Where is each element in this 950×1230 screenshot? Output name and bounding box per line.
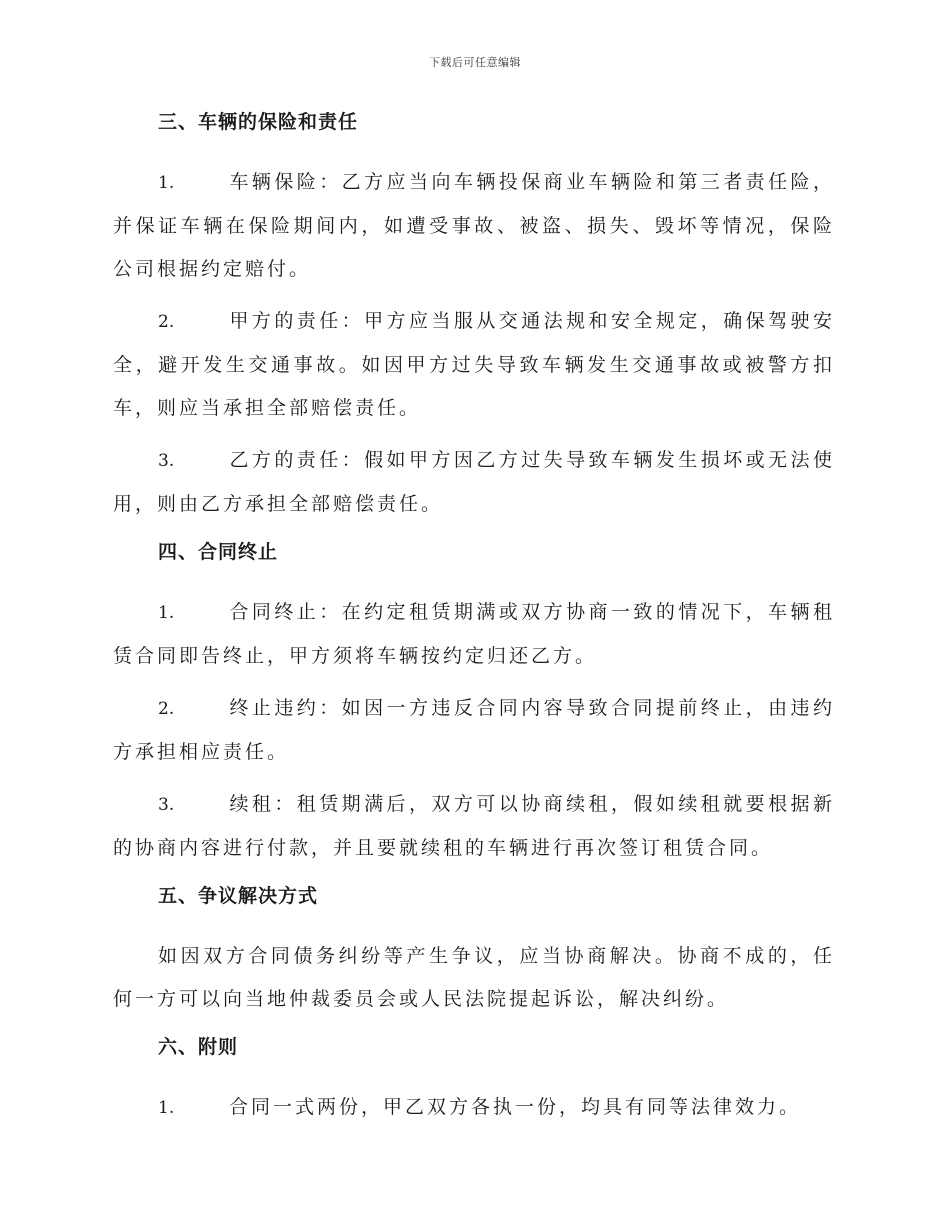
clause-number: 1. <box>158 1098 175 1118</box>
section-insurance-liability <box>113 110 835 526</box>
clause-text: 合同终止：在约定租赁期满或双方协商一致的情况下，车辆租赁合同即告终止，甲方须将车辆按约定归还乙方。 <box>113 601 835 667</box>
paragraph-text: 如因双方合同债务纠纷等产生争议，应当协商解决。协商不成的，任何一方可以向当地仲裁委员会或人民法院提起诉讼，解决纠纷。 <box>113 945 835 1010</box>
section-supplementary <box>113 1035 835 1130</box>
clause-text: 续租：租赁期满后，双方可以协商续租，假如续租就要根据新的协商内容进行付款，并且要就续租的车辆进行再次签订租赁合同。 <box>113 793 835 859</box>
clause-number: 2. <box>158 312 175 332</box>
clause-text: 车辆保险：乙方应当向车辆投保商业车辆险和第三者责任险，并保证车辆在保险期间内，如遭受事故、被盗、损失、毁坏等情况，保险公司根据约定赔付。 <box>113 171 835 280</box>
section-heading: 三、车辆的保险和责任 <box>158 111 359 133</box>
clause-item <box>113 300 835 430</box>
clause-item <box>113 591 835 678</box>
clause-text: 合同一式两份，甲乙双方各执一份，均具有同等法律效力。 <box>229 1096 802 1118</box>
clause-item <box>113 439 835 526</box>
clause-item <box>113 687 835 774</box>
section-heading: 四、合同终止 <box>158 541 279 563</box>
page-header-note: 下载后可任意编辑 <box>429 56 521 69</box>
clause-text: 乙方的责任：假如甲方因乙方过失导致车辆发生损坏或无法使用，则由乙方承担全部赔偿责任。 <box>113 449 835 515</box>
clause-text: 终止违约：如因一方违反合同内容导致合同提前终止，由违约方承担相应责任。 <box>113 697 835 763</box>
clause-text: 甲方的责任：甲方应当服从交通法规和安全规定，确保驾驶安全，避开发生交通事故。如因甲方过失导致车辆发生交通事故或被警方扣车，则应当承担全部赔偿责任。 <box>113 310 835 419</box>
document-body <box>113 110 835 1139</box>
section-contract-termination <box>113 540 835 870</box>
section-heading: 六、附则 <box>158 1036 239 1058</box>
section-heading: 五、争议解决方式 <box>158 885 319 907</box>
clause-item <box>113 161 835 291</box>
clause-number: 1. <box>158 173 175 193</box>
clause-number: 3. <box>158 795 175 815</box>
clause-number: 1. <box>158 603 175 623</box>
clause-number: 3. <box>158 451 175 471</box>
clause-number: 2. <box>158 699 175 719</box>
clause-item <box>113 1086 835 1130</box>
section-dispute-resolution <box>113 884 835 1021</box>
clause-item <box>113 783 835 870</box>
